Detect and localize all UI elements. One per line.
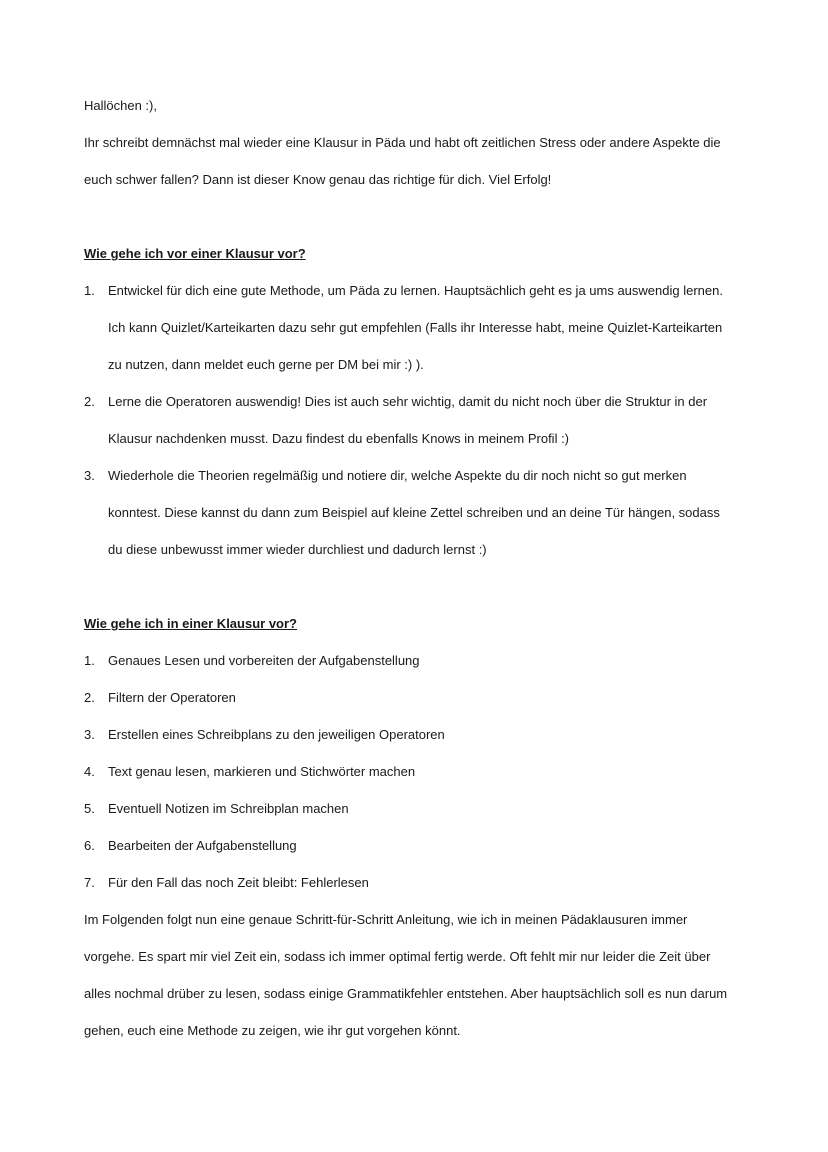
- list-item: [84, 763, 415, 781]
- list-text: Eventuell Notizen im Schreibplan machen: [108, 801, 349, 816]
- section-heading-before-exam: Wie gehe ich vor einer Klausur vor?: [84, 246, 306, 261]
- list-number: 2.: [84, 394, 95, 409]
- intro-line-2: euch schwer fallen? Dann ist dieser Know genau das richtige für dich. Viel Erfolg!: [84, 172, 552, 187]
- list-number: 1.: [84, 283, 95, 298]
- list-text: Entwickel für dich eine gute Methode, um Päda zu lernen. Hauptsächlich geht es ja ums auswendig lernen.: [108, 283, 723, 298]
- list-number: 3.: [84, 727, 95, 742]
- outro-line-2: vorgehe. Es spart mir viel Zeit ein, sodass ich immer optimal fertig werde. Oft fehlt mir nur leider die Zeit über: [84, 949, 711, 964]
- list-text: Für den Fall das noch Zeit bleibt: Fehlerlesen: [108, 875, 369, 890]
- list-item: [84, 800, 349, 818]
- list-item: [84, 393, 707, 411]
- list-text: Text genau lesen, markieren und Stichwörter machen: [108, 764, 416, 779]
- list-text: Bearbeiten der Aufgabenstellung: [108, 838, 297, 853]
- list-item: [84, 874, 369, 892]
- list-text: Wiederhole die Theorien regelmäßig und notiere dir, welche Aspekte du dir noch nicht so gut merken: [108, 468, 687, 483]
- list-item: [84, 282, 723, 300]
- list-continuation: du diese unbewusst immer wieder durchliest und dadurch lernst :): [108, 542, 487, 557]
- section-heading-during-exam: Wie gehe ich in einer Klausur vor?: [84, 616, 297, 631]
- list-continuation: Klausur nachdenken musst. Dazu findest du ebenfalls Knows in meinem Profil :): [108, 431, 570, 446]
- list-text: Genaues Lesen und vorbereiten der Aufgabenstellung: [108, 653, 420, 668]
- list-number: 7.: [84, 875, 95, 890]
- list-text: Filtern der Operatoren: [108, 690, 236, 705]
- list-text: Erstellen eines Schreibplans zu den jeweiligen Operatoren: [108, 727, 445, 742]
- list-continuation: Ich kann Quizlet/Karteikarten dazu sehr gut empfehlen (Falls ihr Interesse habt, meine Quizlet-Karteikarten: [108, 320, 723, 335]
- outro-line-4: gehen, euch eine Methode zu zeigen, wie ihr gut vorgehen könnt.: [84, 1023, 461, 1038]
- list-item: [84, 689, 236, 707]
- list-number: 2.: [84, 690, 95, 705]
- list-item: [84, 652, 420, 670]
- list-number: 4.: [84, 764, 95, 779]
- outro-line-3: alles nochmal drüber zu lesen, sodass einige Grammatikfehler entstehen. Aber hauptsächlich soll es nun darum: [84, 986, 728, 1001]
- greeting: Hallöchen :),: [84, 98, 157, 113]
- list-item: [84, 726, 445, 744]
- list-continuation: konntest. Diese kannst du dann zum Beispiel auf kleine Zettel schreiben und an deine Tür hängen, sodass: [108, 505, 720, 520]
- list-number: 1.: [84, 653, 95, 668]
- list-number: 3.: [84, 468, 95, 483]
- list-text: Lerne die Operatoren auswendig! Dies ist auch sehr wichtig, damit du nicht noch über die Struktur in der: [108, 394, 708, 409]
- list-item: [84, 837, 297, 855]
- outro-line-1: Im Folgenden folgt nun eine genaue Schritt-für-Schritt Anleitung, wie ich in meinen Pädaklausuren immer: [84, 912, 688, 927]
- list-number: 5.: [84, 801, 95, 816]
- list-continuation: zu nutzen, dann meldet euch gerne per DM bei mir :) ).: [108, 357, 424, 372]
- list-number: 6.: [84, 838, 95, 853]
- list-item: [84, 467, 687, 485]
- intro-line-1: Ihr schreibt demnächst mal wieder eine Klausur in Päda und habt oft zeitlichen Stress oder andere Aspekte die: [84, 135, 721, 150]
